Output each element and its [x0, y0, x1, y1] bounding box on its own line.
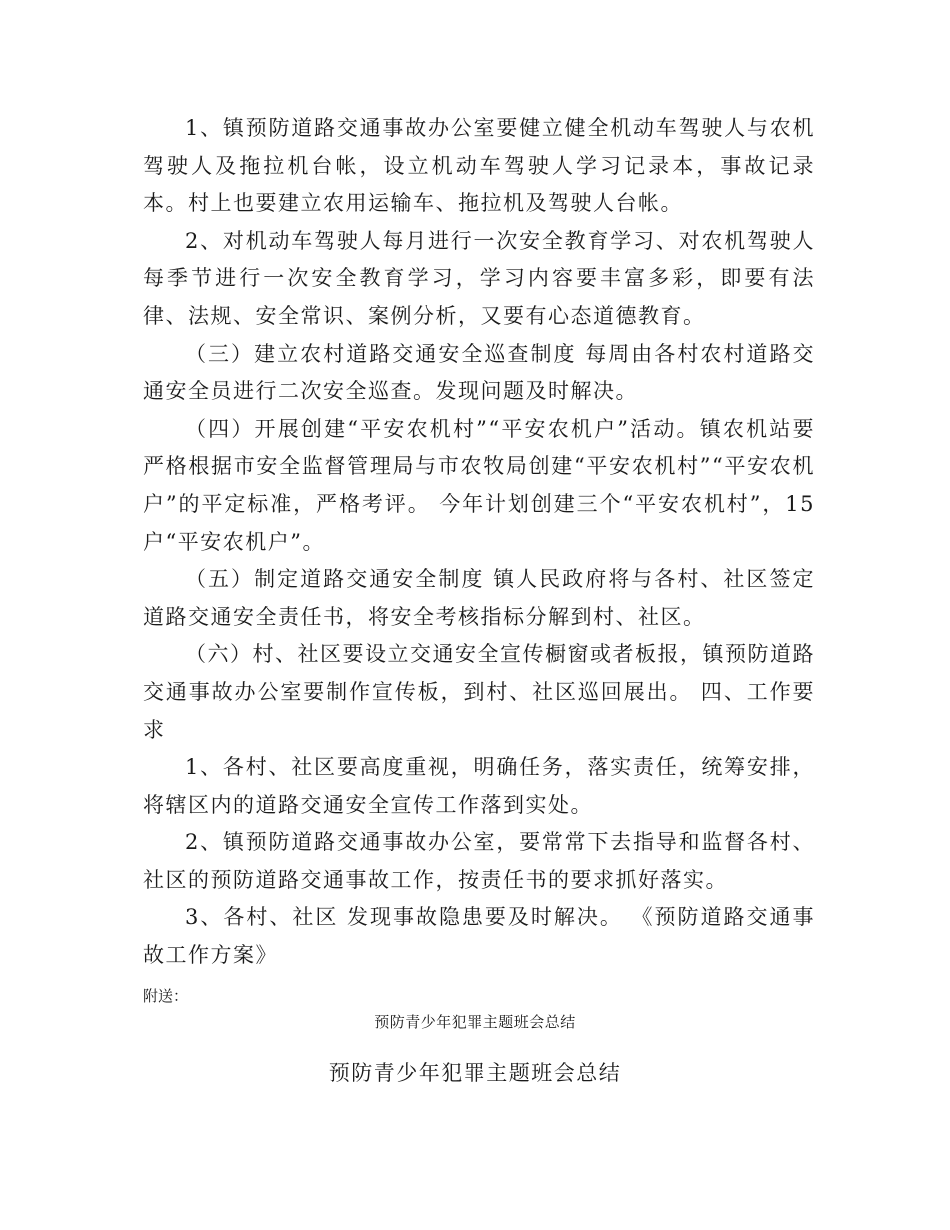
- attachment-title: 预防青少年犯罪主题班会总结: [328, 1061, 622, 1085]
- paragraph-7: 1、各村、社区要高度重视，明确任务，落实责任，统筹安排，将辖区内的道路交通安全宣传工作落到实处。: [143, 755, 815, 817]
- attachment-label: 附送：: [143, 987, 189, 1005]
- paragraph-8: 2、镇预防道路交通事故办公室，要常常下去指导和监督各村、社区的预防道路交通事故工作，按责任书的要求抓好落实。: [143, 830, 815, 892]
- paragraph-3: （三）建立农村道路交通安全巡查制度 每周由各村农村道路交通安全员进行二次安全巡查。发现问题及时解决。: [143, 341, 815, 404]
- paragraph-9: 3、各村、社区 发现事故隐患要及时解决。 《预防道路交通事故工作方案》: [143, 905, 815, 968]
- attachment-small-title: 预防青少年犯罪主题班会总结: [374, 1013, 576, 1031]
- document-body: [143, 110, 815, 975]
- paragraph-2: 2、对机动车驾驶人每月进行一次安全教育学习、对农机驾驶人每季节进行一次安全教育学习，学习内容要丰富多彩，即要有法律、法规、安全常识、案例分析，又要有心态道德教育。: [143, 228, 815, 328]
- paragraph-1: 1、镇预防道路交通事故办公室要健立健全机动车驾驶人与农机驾驶人及拖拉机台帐，设立机动车驾驶人学习记录本，事故记录本。村上也要建立农用运输车、拖拉机及驾驶人台帐。: [143, 116, 815, 216]
- paragraph-5: （五）制定道路交通安全制度 镇人民政府将与各村、社区签定道路交通安全责任书，将安全考核指标分解到村、社区。: [143, 567, 815, 629]
- paragraph-6: （六）村、社区要设立交通安全宣传橱窗或者板报，镇预防道路交通事故办公室要制作宣传板，到村、社区巡回展出。 四、工作要求: [143, 642, 815, 742]
- paragraph-4: （四）开展创建“平安农机村”“平安农机户”活动。镇农机站要严格根据市安全监督管理局与市农牧局创建“平安农机村”“平安农机户”的平定标准，严格考评。 今年计划创建三个“平安农机村”，15户“平安农机户”。: [143, 416, 815, 554]
